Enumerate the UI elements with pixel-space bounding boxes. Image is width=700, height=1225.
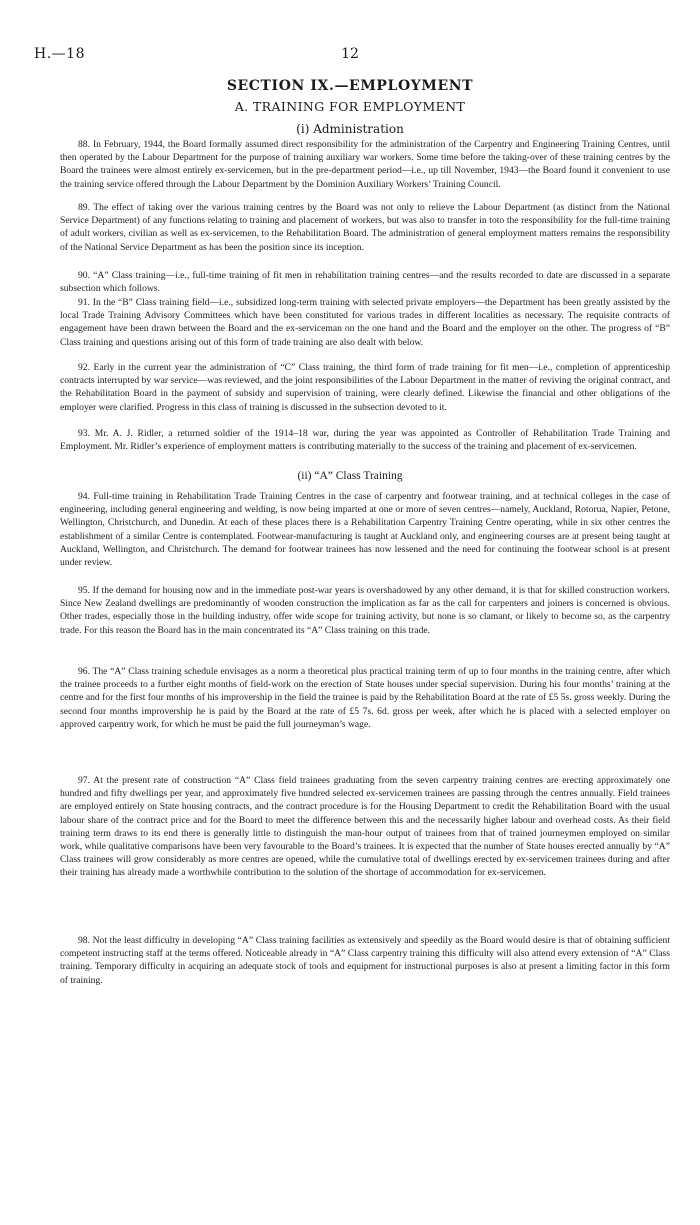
paragraph-98: 98. Not the least difficulty in developing “A” Class training facilities as extensively and speedily as the Board would desire is that of obtaining sufficient competent instructing staff at the terms offered. Noticeable already in “A” Class carpentry training this difficulty will also attend every extension of “A” Class training. Temporary difficulty in acquiring an adequate stock of tools and equipment for instructional purposes is also at present a limiting factor in this form of training. (60, 935, 670, 986)
paragraph-95: 95. If the demand for housing now and in the immediate post-war years is overshadowed by any other demand, it is that for skilled construction workers. Since New Zealand dwellings are predominantly of wooden construction the implication as far as the call for carpenters and joiners is concerned is obvious. Other trades, especially those in the building industry, offer wide scope for training activity, but none is so clamant, or likely to become so, as the carpentry trade. For this reason the Board has in the main concentrated its “A” Class training on this trade. (60, 585, 670, 636)
paragraph-97: 97. At the present rate of construction “A” Class field trainees graduating from the seven carpentry training centres are erecting approximately one hundred and fifty dwellings per year, and approximately five hundred selected ex-servicemen trainees are passing through the centres annually. Field trainees are employed entirely on State housing contracts, and the contract procedure is for the Housing Department to credit the Rehabilitation Board with the usual labour share of the contract price and for the Board to meet the difference between this and the necessarily higher labour and overhead costs. As their field training term draws to its end there is generally little to distinguish the man-hour output of trainees from that of trained journeymen employed on similar work, while qualitative comparisons have been very favourable to the Board’s trainees. It is expected that the number of State houses erected annually by “A” Class trainees will grow considerably as more centres are opened, while the cumulative total of dwellings erected by ex-servicemen trainees during and after their training has already made a worthwhile contribution to the solution of the shortage of accommodation for ex-servicemen. (60, 775, 670, 879)
subsection-title: A. TRAINING FOR EMPLOYMENT (234, 99, 466, 114)
page-number: 12 (341, 46, 359, 62)
paragraph-90: 90. “A” Class training—i.e., full-time training of fit men in rehabilitation training centres—and the results recorded to date are discussed in a separate subsection which follows. (60, 270, 670, 295)
paragraph-89: 89. The effect of taking over the various training centres by the Board was not only to relieve the Labour Department (as distinct from the National Service Department) of any functions relating to training and placement of workers, but was also to transfer in toto the responsibility for the full-time training of adult workers, civilian as well as ex-servicemen, to the Rehabilitation Board. The administration of general employment matters remains the responsibility of the National Service Department as has been the position since its inception. (60, 202, 670, 253)
paragraph-91: 91. In the “B” Class training field—i.e., subsidized long-term training with selected private employers—the Department has been greatly assisted by the local Trade Training Advisory Committees which have been constituted for various trades in different localities as necessary. The requisite contracts of engagement have been drawn between the Board and the ex-serviceman on the one hand and the Board and the employer on the other. The progress of “B” Class training and questions arising out of this form of trade training are also dealt with below. (60, 297, 670, 348)
paragraph-94: 94. Full-time training in Rehabilitation Trade Training Centres in the case of carpentry and footwear training, and at technical colleges in the case of engineering, including general engineering and welding, is now being imparted at one or more of seven centres—namely, Auckland, Rotorua, Napier, Petone, Wellington, Christchurch, and Dunedin. At each of these places there is a Rehabilitation Carpentry Training Centre operating, while in six other centres the establishment of a similar Centre is contemplated. Footwear-manufacturing is taught at Auckland only, and engineering courses are at present being taught at Auckland, Wellington, and Christchurch. The demand for footwear trainees has now lessened and the need for continuing the footwear school is at present under review. (60, 491, 670, 569)
paragraph-93: 93. Mr. A. J. Ridler, a returned soldier of the 1914–18 war, during the year was appointed as Controller of Rehabilitation Trade Training and Employment. Mr. Ridler’s experience of employment matters is contributing materially to the success of the training and placement of ex-servicemen. (60, 428, 670, 453)
sub-heading-administration: (i) Administration (296, 122, 404, 136)
paragraph-88: 88. In February, 1944, the Board formally assumed direct responsibility for the administration of the Carpentry and Engineering Training Centres, until then operated by the Labour Department for the purpose of training auxiliary war workers. Some time before the taking-over of these training centres by the Board the trainees were almost entirely ex-servicemen, but in the pre-department period—i.e., up till November, 1943—the Board found it convenient to use the training service offered through the Labour Department by the Dominion Auxiliary Workers’ Training Council. (60, 139, 670, 190)
sub-heading-a-class-training: (ii) “A” Class Training (297, 470, 403, 482)
paragraph-92: 92. Early in the current year the administration of “C” Class training, the third form of trade training for fit men—i.e., completion of apprenticeship contracts interrupted by war service—was reviewed, and the joint responsibilities of the Labour Department in the matter of reviving the original contract, and the Rehabilitation Board in the payment of subsidy and supervision of training, were clearly defined. Likewise the financial and other obligations of the employer were clarified. Progress in this class of training is discussed in the subsection devoted to it. (60, 362, 670, 413)
section-title: SECTION IX.—EMPLOYMENT (226, 78, 474, 94)
paragraph-96: 96. The “A” Class training schedule envisages as a norm a theoretical plus practical training term of up to four months in the training centre, after which the trainee proceeds to a further eight months of field-work on the erection of State houses under special supervision. During his four months’ training at the centre and for the first four months of his improvership in the field the trainee is paid by the Rehabilitation Board at the rate of £5 5s. gross weekly. During the second four months improvership he is paid by the Board at the rate of £5 7s. 6d. gross per week, after which he is placed with a selected employer on approved carpentry work, for which he must be paid the full journeyman’s wage. (60, 666, 670, 730)
series-number: H.—18 (34, 46, 85, 62)
